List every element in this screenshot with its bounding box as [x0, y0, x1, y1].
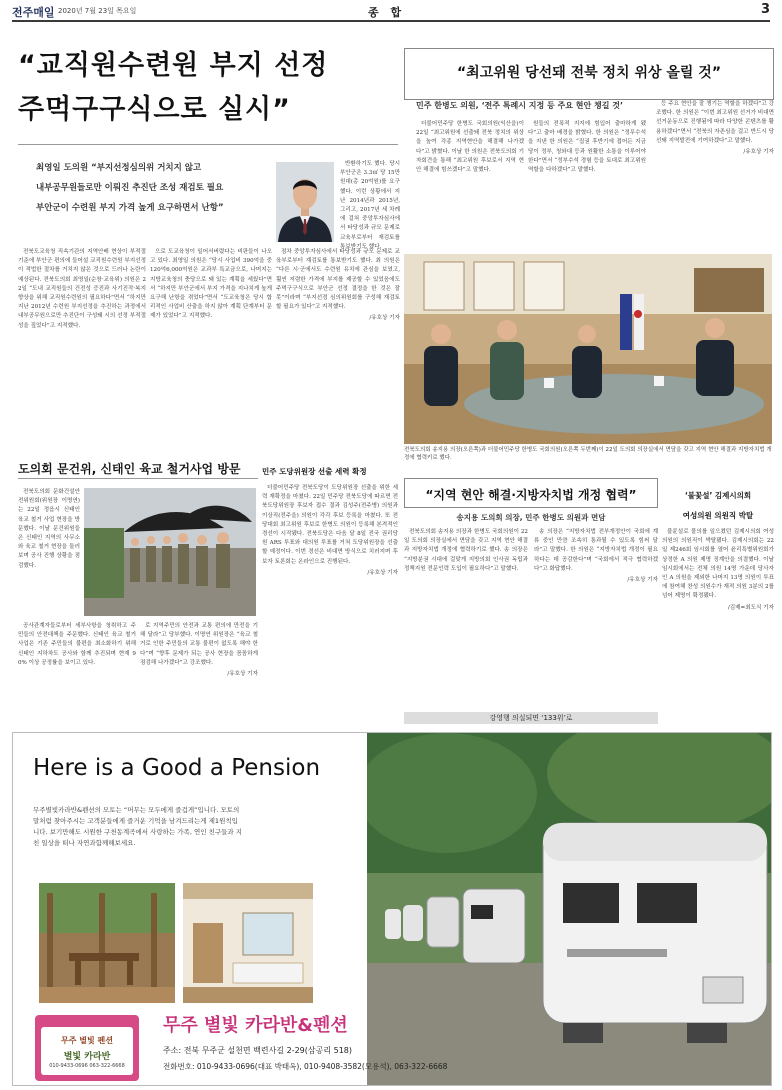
byline: /유호상 기자	[743, 149, 774, 156]
topbox-article	[404, 48, 774, 250]
ad-phone: 전화번호: 010-9433-0696(대표 박태옥), 010-9408-3582(모용석), 063-322-6668	[163, 1062, 448, 1071]
lead-body-column: 전북도교육청 직속기관의 지역안배 현상이 부적절 기준에 부안군 편의에 들어설 교직원수련원 부지선정이 적법한 절차를 거치지 않은 것으로 드러나 논란이 예상된다. 전북도의회 최영일(순창·교육위) 의원은 22일 “도내 교직원들의 건전성 증진과 사기진작·복지향상을 위해 교직원수련원의 필요하다”면서 “하지만 지난 2012년 수련원 부지선정을 추진하는 과정에서 내부공무원으로만 추진단이 구성돼 시의 선정 부적절성을 짚었다”고 지적했다.	[18, 249, 146, 329]
divider	[18, 478, 258, 479]
council-body: 불륜설로 물의를 일으켰던 김제시의회 여성 의원의 의원직이 박탈됐다. 김제시의회는 22일 제246회 임시회를 열어 윤리특별위원회가 상정한 A 의원 제명 징계안을 의결했다. 이날 임시회에서는 전체 의원 14명 가운데 당사자인 A 의원을 제외한 나머지 13명 의원이 투표에 참여해 찬성 의원수가 재적 의원 3분의 2를 넘어 제명이 확정됐다. /김제=최도식 기자	[662, 528, 774, 724]
topbox-body-column: 원들의 전폭적 지지에 힘입어 출마하게 됐다”고 출마 배경을 밝혔다. 한 의원은 “정무수석을 지낸 한 의원은 “집권 후반기에 접어든 지금 당이 정부, 청와대 등과 원활한 소통을 이루어야 한다”면서 “정부수석 경험 등을 토대로 최고위원 역할을 다하겠다”고 말했다.	[528, 121, 646, 174]
farm-body-column: 전북도의회 문화건설안전위원회(위원장 이명연)는 22일 정읍시 신태인 육교 철거 사업 현장을 방문했다. 이날 문건위원들은 신태인 지역의 사무소와 육교 철거 현장을 둘러보며 공사 진행 상황을 점검했다.	[18, 489, 80, 569]
byline: /유호상 기자	[227, 671, 258, 678]
topbox-body-column: 더불어민주당 한병도 국회의원(익산을)이 22일 “최고위원에 선출돼 전북 정치의 위상을 높여 각종 지역현안을 해결해 나가겠다”고 밝혔다. 이날 한 의원은 전북도의회 기자회견을 통해 “최고위원 후보로서 지역 현안 해결에 힘쓰겠다”고 말했다.	[416, 121, 524, 174]
farm-body-column: 로 지역주민의 안전과 교통 편의에 만전을 기해 달라”고 당부했다. 이명연 위원장은 “육교 철거로 인한 주민들의 교통 불편이 없도록 해야 한다”며 “향후 문제가 되는 공사 현장을 꼼꼼하게 점검해 나가겠다”고 강조했다. /유호상 기자	[140, 622, 258, 724]
site-visit-photo	[84, 488, 256, 616]
farm-headline: 도의회 문건위, 신태인 육교 철거사업 방문	[18, 462, 241, 476]
topbox-headline: “최고위원 당선돼 전북 정치 위상 올릴 것”	[456, 65, 722, 81]
autonomy-body-column: 송 의장은 “지방자치법 전부개정안이 국회에 계류 중인 만큼 조속히 통과될 수 있도록 힘써 달라”고 말했다. 한 의원은 “지방자치법 개정이 필요하다는 데 공감한다”며 “국회에서 적극 협력하겠다”고 화답했다. /유호상 기자	[534, 528, 658, 712]
interior-photo	[183, 883, 313, 1003]
ad-description: 무주별빛카라반&펜션의 모토는 “머무는 모두에게 즐겁게”입니다. 모토의 말처럼 찾아주시는 고객분들에게 즐거운 기억을 남겨드리는게 제1원칙입니다. 보기만해도 시원한 구천동계곡에서 사랑하는 가족, 연인 친구들과 지친 일상을 떠나 자연과함께해보세요.	[33, 806, 243, 847]
council-headline: ‘불꽃설’ 김제시의회	[684, 491, 752, 500]
council-subhead: 여성의원 의원직 박탈	[682, 511, 754, 520]
logo-text: 무주 별빛 펜션	[61, 1036, 113, 1045]
autonomy-body-column: 전북도의회 송지용 의장과 한병도 국회의원이 22일 도의회 의장실에서 면담을 갖고 지역 현안 해결과 지방자치법 개정에 협력하기로 했다. 송 의장은 “지방분권 시대에 걸맞게 지방의회 인사권 독립과 정책지원 전문인력 도입이 필요하다”고 말했다.	[404, 529, 528, 572]
lead-body-column: 반환하기도 했다. 당시 부안군은 3.3㎡ 당 15만원대(총 20억원)를 요구했다. 이런 상황에서 지난 2014년과 2015년, 그리고, 2017년 세 차례에 걸쳐 중앙투자심사에서 타당성과 규모 문제로 교육부로부터 재검토를 통보받기도 했다.	[340, 161, 400, 250]
issue-date: 2020년 7월 23일 목요일	[58, 7, 137, 15]
lead-body-column: 으로 도교육청이 일어서버렸다는 비판들이 나오고 있다. 최영일 의원은 “당시 사업비 390억을 중 120억6,000억원은 교과부 특교금으로, 나머지는 지방교육청의 충당으로 돼 있는 계획을 세웠다”면서 “하지만 부안군에서 부지 가격을 지나치게 높게 요구해 난항을 겪었다”면서 “도교육청은 당시 합리적인 사업비 산출을 하지 않아 계획 단계부터 문제가 있었다”고 지적했다.	[150, 249, 272, 320]
pension-logo	[35, 1015, 139, 1081]
byline: /유호상 기자	[627, 577, 658, 584]
ad-headline: Here is a Good a Pension	[33, 755, 321, 781]
lead-subhead-2: 내부공무원들로만 이뤄진 추진단 조성 재검토 필요	[36, 183, 224, 193]
lead-headline-line-2: 주먹구구식으로 실시”	[18, 94, 291, 125]
budget-body: 더불어민주당 전북도당이 도당위원장 선출을 위한 세력 재확정을 마쳤다. 22일 민주당 전북도당에 따르면 전북도당위원장 후보자 접수 결과 김성주(전주병) 의원과 이상직(전주을) 의원이 각각 후보 등록을 마쳤다. 또 전당대회 최고위원 후보로 한병도 의원이 등록해 본격적인 경선이 시작됐다. 전북도당은 다음 달 8일 전국 권리당원 ARS 투표와 대의원 투표를 거쳐 도당위원장을 선출할 예정이다. 이번 경선은 비대면 방식으로 치러지며 후보자 토론회는 온라인으로 진행된다. /유호상 기자	[262, 484, 398, 724]
logo-text: 별빛 카라반	[63, 1052, 111, 1062]
autonomy-subhead: 송지용 도의회 의장, 민주 한병도 의원과 면담	[456, 513, 606, 522]
byline: /유호상 기자	[369, 315, 400, 322]
lead-subhead-1: 최영일 도의원 “부지선정심의위 거치지 않고	[36, 163, 202, 173]
lead-subhead-3: 부안군이 수련원 부지 가격 높게 요구하면서 난항”	[36, 203, 224, 213]
deck-photo	[39, 883, 175, 1003]
portrait-photo	[276, 162, 334, 242]
lead-body-column: 점차 중앙투자심사에서 타당성과 규모 문제로 교육부로부터 재검토를 통보받기도 했다. 최 의원은 “다른 시·군에서도 수련원 유치에 관심을 보였고, 훨씬 저렴한 가격에 부지를 제공할 수 있었음에도 주먹구구식으로 부안군 선정 결정을 한 것은 잘못”이라며 “부지선정 심의위원회를 구성해 재검토할 필요가 있다”고 지적했다. /유호상 기자	[276, 248, 400, 448]
section-name: 종 합	[368, 6, 406, 19]
autonomy-headline: “지역 현안 해결·지방자치법 개정 협력”	[425, 488, 637, 502]
topbox-body-column: 등 주요 현안을 잘 챙기는 역할을 하겠다”고 강조했다. 한 의원은 “이번 최고위원 선거가 비대면 선거운동으로 진행됨에 따라 다양한 콘텐츠를 활용하겠다”면서 “전북의 자존심을 걸고 반드시 당선돼 지역발전에 기여하겠다”고 말했다. /유호상 기자	[656, 100, 774, 238]
lead-headline	[18, 44, 398, 132]
lead-subheads	[36, 158, 276, 218]
headline-banner: 강영행 의실되면 ‘133위’로	[404, 712, 658, 724]
budget-headline: 민주 도당위원장 선출 세력 확정	[262, 467, 367, 476]
meeting-photo	[404, 254, 772, 444]
ad-brand-name: 무주 별빛 카라반&펜션	[163, 1015, 348, 1036]
divider	[18, 144, 398, 145]
logo-panel	[41, 1027, 133, 1075]
ad-address: 주소: 전북 무주군 설천면 백련사길 2-29(삼공리 518)	[163, 1046, 352, 1055]
farm-body-column: 공사관계자들로부터 세부사항을 청취하고 주민들의 안전대책을 주문했다. 신태인 육교 철거사업은 기존 주민들의 불편을 최소화하기 위해 신태인 지하차도 공사와 함께 추진되며 현재 90% 이상 공정률을 보이고 있다.	[18, 623, 136, 666]
advertisement	[12, 732, 772, 1086]
topbox-subhead: 민주 한병도 의원, ‘전주 특례시 지정 등 주요 현안 챙길 것’	[416, 101, 623, 110]
paper-name: 전주매일	[12, 6, 55, 19]
byline: /유호상 기자	[367, 569, 398, 576]
caravan-photo	[367, 733, 772, 1086]
lead-headline-line-1: “교직원수련원 부지 선정	[18, 50, 329, 81]
page-number: 3	[760, 2, 770, 17]
photo-caption: 전북도의회 송지용 의장(오른쪽)과 더불어민주당 한병도 국회의원(오른쪽 두번째)이 22일 도의회 의장실에서 면담을 갖고 지역 현안 해결과 지방자치법 개정에 협력키로 했다.	[404, 447, 772, 461]
byline: /김제=최도식 기자	[727, 604, 774, 611]
logo-phone: 010-9433-0696 063-322-6668	[49, 1063, 125, 1069]
page-header	[12, 4, 770, 22]
